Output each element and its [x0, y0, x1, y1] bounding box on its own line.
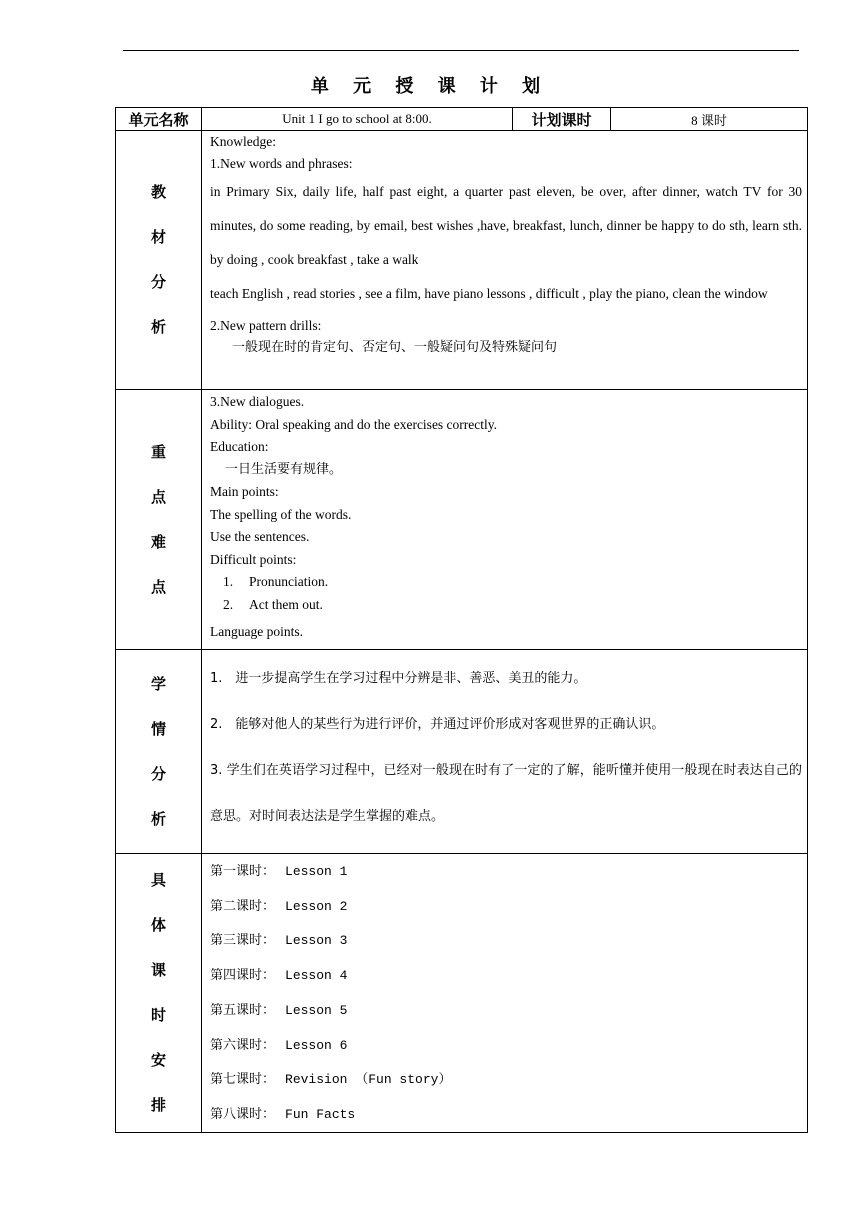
textbook-analysis-row [116, 131, 808, 390]
side-char: 难 [150, 532, 166, 551]
student-analysis-row [116, 650, 808, 854]
side-char: 分 [150, 764, 166, 783]
textbook-analysis-content [202, 131, 808, 390]
new-words-heading: 1.New words and phrases: [210, 156, 353, 171]
side-char: 材 [150, 228, 166, 246]
difficult-point-item: 2. Act them out. [223, 596, 323, 612]
education-heading: Education: [210, 439, 269, 454]
difficult-point-item: 1. Pronunciation. [223, 574, 329, 589]
document-title: 单 元 授 课 计 划 [310, 76, 550, 97]
main-points-heading: Main points: [210, 484, 279, 499]
side-char: 点 [150, 487, 166, 506]
new-words-text-2: teach English , read stories , see a film, have piano lessons , difficult , play the piano, clean the window [210, 286, 768, 301]
unit-name-value: Unit 1 I go to school at 8:00. [202, 108, 513, 131]
side-char: 课 [150, 960, 166, 979]
side-char: 分 [150, 273, 166, 291]
lesson-entry: 第七课时： Revision （Fun story） [210, 1072, 452, 1088]
education-text: 一日生活要有规律。 [225, 461, 343, 477]
difficult-points-heading: Difficult points: [210, 551, 297, 567]
header-row [116, 108, 808, 131]
lesson-entry: 第二课时： Lesson 2 [210, 898, 348, 914]
side-char: 情 [150, 719, 166, 738]
main-point-item: The spelling of the words. [210, 506, 352, 522]
textbook-analysis-label [116, 131, 202, 390]
lesson-entry: 第五课时： Lesson 5 [210, 1002, 348, 1018]
language-points: Language points. [210, 624, 303, 639]
lesson-entry: 第四课时： Lesson 4 [210, 968, 348, 984]
analysis-item: 2. 能够对他人的某些行为进行评价，并通过评价形成对客观世界的正确认识。 [210, 717, 665, 732]
analysis-item: 1. 进一步提高学生在学习过程中分辨是非、善恶、美丑的能力。 [210, 671, 587, 686]
side-char: 时 [150, 1005, 166, 1024]
side-char: 重 [150, 442, 166, 461]
header-rule [123, 50, 799, 51]
main-point-item: Use the sentences. [210, 529, 310, 544]
side-char: 析 [150, 318, 166, 336]
lesson-entry: 第六课时： Lesson 6 [210, 1037, 348, 1053]
side-char: 学 [150, 674, 166, 693]
side-char: 点 [150, 577, 166, 596]
analysis-item: 3. 学生们在英语学习过程中，已经对一般现在时有了一定的了解，能听懂并使用一般现在时表达自己的意思。对时间表达法是学生掌握的难点。 [210, 763, 802, 824]
key-points-label [116, 390, 202, 650]
side-char: 具 [150, 870, 166, 889]
student-analysis-content [202, 650, 808, 854]
schedule-content [202, 854, 808, 1133]
pattern-drills-heading: 2.New pattern drills: [210, 318, 322, 333]
lesson-entry: 第一课时： Lesson 1 [210, 864, 348, 879]
key-points-content [202, 390, 808, 650]
knowledge-heading: Knowledge: [210, 134, 276, 149]
side-char: 体 [150, 915, 166, 934]
planned-hours-value: 8 课时 [611, 108, 808, 131]
side-char: 教 [150, 183, 166, 201]
new-words-text: in Primary Six, daily life, half past eight, a quarter past eleven, be over, after dinner, watch TV for 30 minutes, do some reading, by email, best wishes ,have, breakfast, lunch, dinner be happy to do sth, learn sth. by doing , cook breakfast , take a walk [210, 184, 802, 267]
side-char: 排 [150, 1095, 166, 1114]
new-dialogues: 3.New dialogues. [210, 394, 305, 409]
lesson-entry: 第三课时： Lesson 3 [210, 933, 348, 949]
side-char: 析 [150, 809, 166, 828]
key-points-row [116, 390, 808, 650]
pattern-drills-text: 一般现在时的肯定句、否定句、一般疑问句及特殊疑问句 [232, 340, 558, 355]
student-analysis-label [116, 650, 202, 854]
ability-text: Ability: Oral speaking and do the exercises correctly. [210, 416, 498, 432]
schedule-row [116, 854, 808, 1133]
unit-name-label: 单元名称 [116, 108, 202, 131]
lesson-plan-table [115, 107, 808, 1133]
lesson-entry: 第八课时： Fun Facts [210, 1106, 356, 1122]
side-char: 安 [150, 1050, 166, 1069]
planned-hours-label: 计划课时 [513, 108, 611, 131]
schedule-label [116, 854, 202, 1133]
